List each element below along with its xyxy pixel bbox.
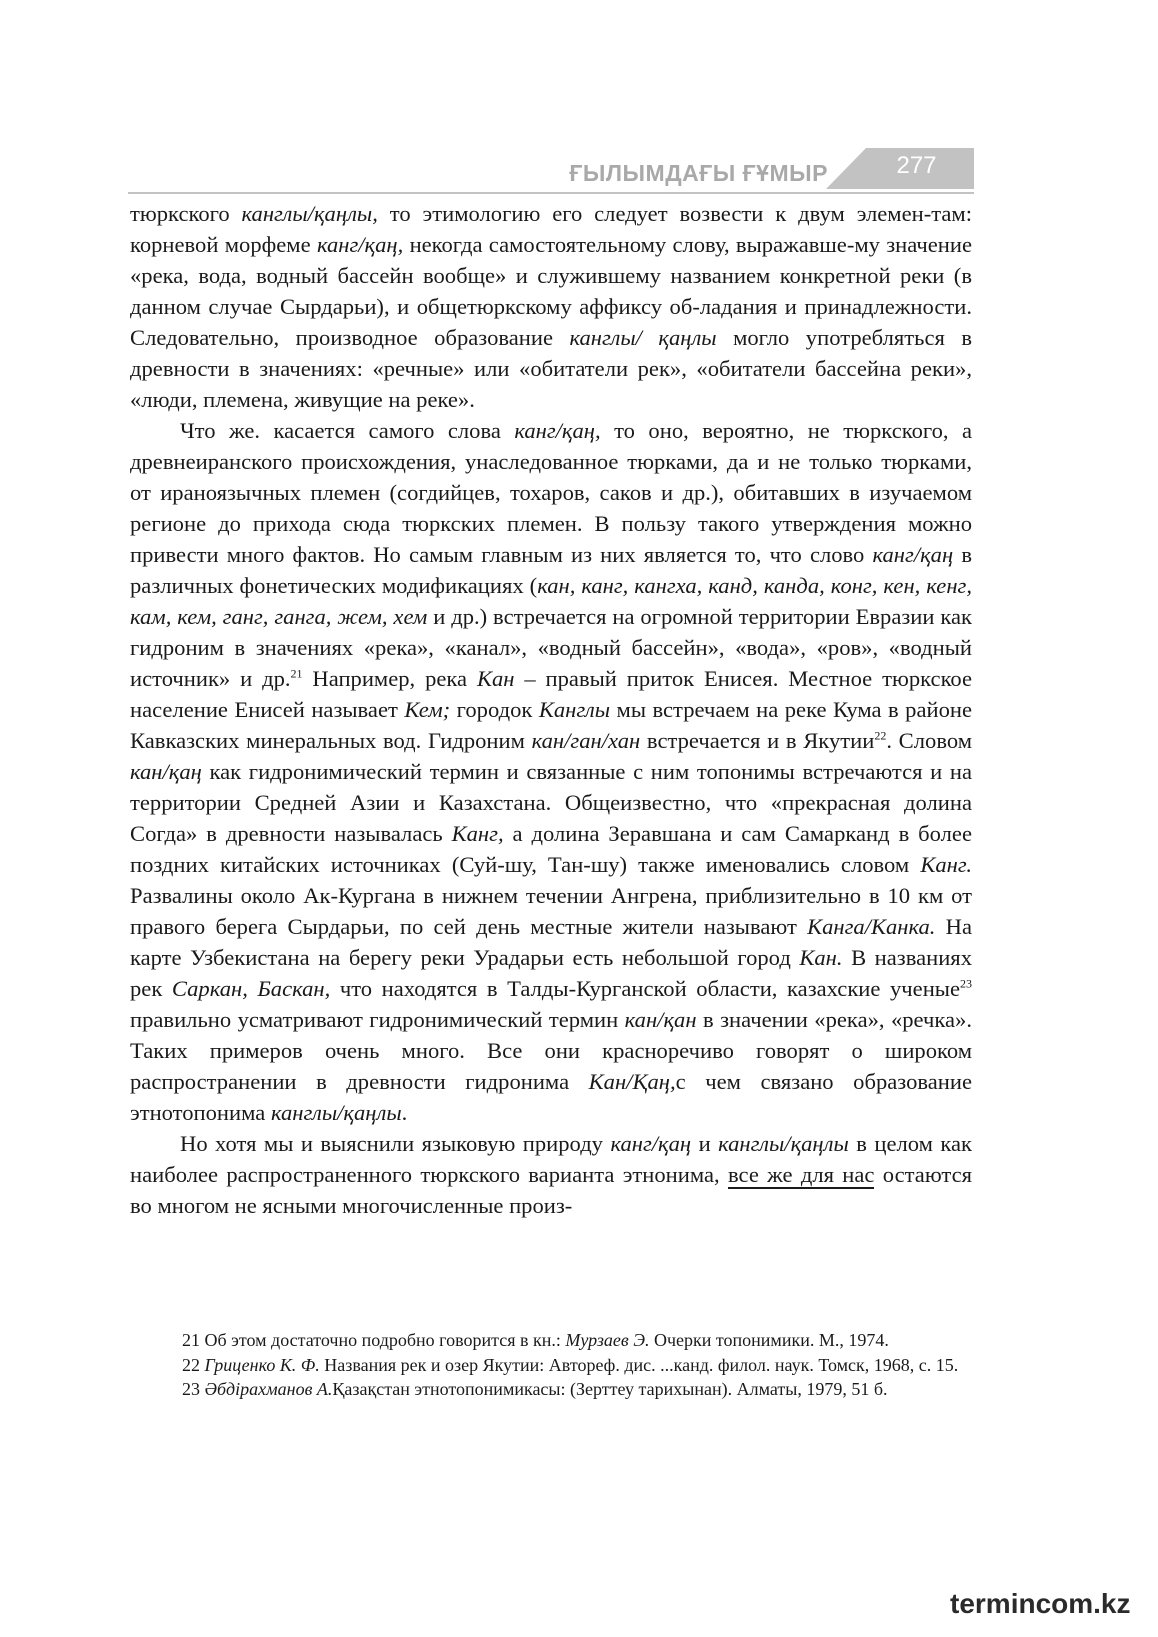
italic-term: кан/қаң (130, 759, 202, 784)
text-run: Например, река (302, 666, 477, 691)
text-run: Названия рек и озер Якутии: Автореф. дис. ...канд. филол. наук. Томск, 1968, с. 15. (319, 1354, 959, 1375)
watermark-logo (950, 1586, 1150, 1634)
italic-term: Канга/Канка. (807, 914, 936, 939)
text-run: Развалины около Ак-Кургана в нижнем течении Ангрена, приблизительно в 10 км от правого берега Сырдарьи, по сей день местные жители называют (130, 883, 972, 939)
text-run: мы встречаем на реке Кума в районе Кавказских минеральных вод. Гидроним (130, 697, 973, 753)
text-run: Но хотя мы и выяснили языковую природу (180, 1131, 611, 1156)
text-run: городок (450, 697, 539, 722)
text-run: и др.) встречается на огромной территории Евразии как гидроним в значениях «река», «канал», «водный бассейн», «вода», «ров», «водный источник» и др. (130, 604, 973, 691)
italic-term: кан/ган/хан (531, 728, 641, 753)
text-run: . Словом (886, 728, 972, 753)
text-run: тюркского (130, 201, 242, 226)
footnote-ref[interactable]: 21 (290, 666, 303, 681)
footnote-ref[interactable]: 23 (960, 976, 972, 991)
page-number: 277 (896, 152, 937, 179)
text-run: все же для нас (727, 1162, 875, 1187)
text-run: в значении «река», «речка». Таких примеров очень много. Все они красноречиво говорят о широком распространении в древности гидронима (130, 1007, 972, 1094)
paragraph-2 (130, 415, 972, 1128)
italic-term: канглы/қаңлы (718, 1131, 849, 1156)
italic-term: канглы/ қаңлы (569, 325, 717, 350)
text-run: как гидронимический термин и связанные с ним топонимы встречаются и на территории Средней Азии и Казахстана. Общеизвестно, что «прекрасная долина Согда» в древности называлась (130, 759, 972, 846)
text-run: то оно, вероятно, не тюркского, а древнеиранского происхождения, унаследованное тюрками, да и не только тюрками, от ираноязычных племен (согдийцев, тохаров, саков и др.), обитавших в изучаемом регионе до прихода сюда тюркских племен. В пользу такого утверждения можно привести много фактов. Но самым главным из них является то, что слово (130, 418, 973, 567)
italic-term: канглы/қаңлы (270, 1100, 402, 1125)
footnote-23 (130, 1377, 972, 1402)
italic-term: канг/қаң, (514, 418, 601, 443)
text-run: – правый приток Енисея. Местное тюркское население Енисей называет (130, 666, 973, 722)
italic-term: канг/қаң, (316, 232, 404, 257)
italic-term: Кем; (404, 697, 451, 722)
footnotes (130, 1328, 972, 1402)
italic-term: канг/қаң (872, 542, 954, 567)
italic-term: Мурзаев Э. (565, 1330, 650, 1350)
text-run: На карте Узбекистана на берегу реки Урадарьи есть небольшой город (130, 914, 973, 970)
italic-term: Кан/Қаң, (588, 1069, 676, 1094)
text-run: 21 Об этом достаточно подробно говорится в кн.: (182, 1330, 566, 1350)
footnote-21 (130, 1328, 972, 1353)
footnote-ref[interactable]: 22 (874, 728, 887, 743)
italic-term: Саркан, Баскан, (171, 976, 331, 1001)
text-run: в различных фонетических модификациях ( (130, 542, 972, 598)
running-header-title: ҒЫЛЫМДАҒЫ ҒҰМЫР (569, 160, 828, 186)
text-run: Что же. касается самого слова (180, 418, 515, 443)
body-text (130, 198, 972, 1221)
text-run: встречается и в Якутии (640, 728, 875, 753)
italic-term: Канг. (920, 852, 972, 877)
italic-term: Канглы (538, 697, 611, 722)
text-run: 22 (182, 1354, 205, 1375)
italic-term: кан/қан (624, 1007, 697, 1032)
text-run: Қазақстан этнотопонимикасы: (Зерттеу тарихынан). Алматы, 1979, 51 б. (332, 1379, 888, 1399)
italic-term: Гриценко К. Ф. (204, 1354, 320, 1375)
header-rule (128, 192, 974, 194)
italic-term: Әбдірахманов А. (204, 1379, 333, 1399)
text-run: что находятся в Талды-Курганской области, казахские ученые (330, 976, 960, 1001)
text-run: то этимологию его следует возвести к двум элемен-там: корневой морфеме (130, 201, 972, 257)
italic-term: Канг, (451, 821, 504, 846)
text-run: и (691, 1131, 719, 1156)
italic-term: канглы/қаңлы, (241, 201, 378, 226)
text-run: . (401, 1100, 408, 1125)
text-run: В названиях рек (130, 945, 972, 1001)
text-run: в целом как наиболее распространенного тюркского варианта этнонима, (130, 1131, 972, 1187)
text-run: могло употребляться в древности в значениях: «речные» или «обитатели рек», «обитатели бассейна реки», «люди, племена, живущие на реке». (130, 325, 972, 412)
text-run: правильно усматривают гидронимический термин (130, 1007, 625, 1032)
text-run: с чем связано образование этнотопонима (130, 1069, 972, 1125)
watermark-text: termincom.kz (950, 1588, 1131, 1619)
footnote-22 (130, 1353, 972, 1378)
italic-term: Кан. (799, 945, 843, 970)
italic-term: канг/қаң (610, 1131, 692, 1156)
text-run: а долина Зеравшана и сам Самарканд в более поздних китайских источниках (Суй-шу, Тан-шу) также именовались словом (130, 821, 972, 877)
italic-term: кан, канг, кангха, канд, канда, конг, кен, кенг, кам, кем, ганг, ганга, жем, хем (130, 573, 972, 629)
italic-term: Кан (476, 666, 515, 691)
text-run: некогда самостоятельному слову, выражавше-му значение «река, вода, водный бассейн вообще» и служившему названием конкретной реки (в данном случае Сырдарьи), и общетюркскому аффиксу об-ладания и принадлежности. Следовательно, производное образование (130, 232, 972, 350)
paragraph-3 (130, 1128, 972, 1221)
paragraph-1 (130, 198, 972, 415)
running-header (128, 148, 974, 194)
text-run: остаются во многом не ясными многочисленные произ- (130, 1162, 972, 1218)
text-run: 23 (182, 1379, 205, 1399)
text-run: Очерки топонимики. М., 1974. (649, 1330, 889, 1350)
